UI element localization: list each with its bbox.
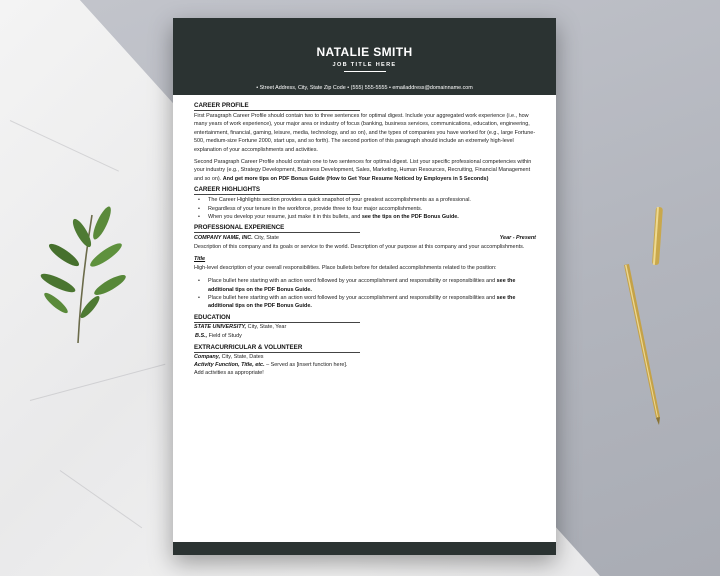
company-line [194, 234, 279, 242]
experience-bullet-2-bold: see the additional tips on the PDF Bonus Guide. [208, 294, 516, 310]
university-location: City, State, Year [246, 323, 287, 330]
list-item [194, 213, 536, 221]
candidate-name: NATALIE SMITH [316, 45, 413, 59]
education-heading: EDUCATION [194, 314, 360, 323]
experience-bullet-2-text: Place bullet here starting with an action word followed by your accomplishment and responsibility or responsibilities and [208, 294, 497, 301]
company-name: COMPANY NAME, INC. [194, 235, 253, 242]
experience-bullets [194, 277, 536, 311]
university-name: STATE UNIVERSITY, [194, 323, 247, 330]
extracurricular-heading: EXTRACURRICULAR & VOLUNTEER [194, 344, 360, 353]
career-profile-paragraph-1: First Paragraph Career Profile should contain two to three sentences for optimal digest. Include your aggregated work experience (i.e., how many years of work experience), your major area or industry of focus (banking, business services, communications, education, engineering, entertainment, financial, gaming, leisure, media, technology, and so on), and the types of companies you have worked for (e.g., large Fortune-500, medium-size Fortune 2000, start ups, and so forth). The second portion of this paragraph should include an extremely high-level explanation of your accomplishments and activities. [194, 113, 536, 153]
experience-heading: PROFESSIONAL EXPERIENCE [194, 224, 360, 233]
activity-line [194, 361, 536, 369]
career-profile-paragraph-2 [194, 158, 536, 183]
volunteer-company-details: City, State, Dates [220, 353, 264, 360]
resume-footer-band [173, 542, 556, 555]
resume-body [173, 95, 556, 378]
experience-bullet-1-text: Place bullet here starting with an action word followed by your accomplishment and responsibility or responsibilities and [208, 278, 497, 285]
volunteer-company-line [194, 353, 536, 361]
job-title-underline [344, 71, 386, 72]
university-line [194, 323, 536, 331]
position-title: Title [194, 256, 206, 263]
activity-description: – Served as [insert function here]. [264, 361, 348, 368]
career-highlights-list [194, 196, 536, 221]
company-row [194, 234, 536, 242]
list-item: • The Career Highlights section provides a quick snapshot of your greatest accomplishments as a professional. [194, 196, 536, 204]
experience-bullet-1-bold: see the additional tips on the PDF Bonus Guide. [208, 278, 516, 293]
activity-function: Activity Function, Title, etc. [194, 361, 265, 368]
career-profile-p2-bold: And get more tips on PDF Bonus Guide (How to Get Your Resume Noticed by Employers in 5 Seconds) [222, 175, 489, 182]
list-item [194, 277, 536, 294]
career-profile-heading: CAREER PROFILE [194, 102, 360, 111]
field-of-study: Field of Study [207, 333, 242, 340]
company-location: City, State [252, 235, 279, 242]
resume-page [173, 18, 556, 555]
employment-dates: Year - Present [499, 235, 536, 242]
highlight-3-bold: see the tips on the PDF Bonus Guide. [361, 214, 459, 221]
volunteer-company: Company, [194, 353, 221, 360]
position-description: High-level description of your overall responsibilities. Place bullets before for detailed accomplishments related to the position: [194, 264, 497, 271]
gold-pen-icon [610, 205, 680, 435]
job-title: JOB TITLE HERE [332, 62, 397, 68]
career-profile-p2-text: Second Paragraph Career Profile should contain one to two sentences for optimal digest. List your specific professional competencies within your industry (e.g., Strategy Development, Business Development, Sales, Marketing, Human Resources, Recruiting, Financial Management and so on). [194, 159, 532, 182]
highlight-3-text: When you develop your resume, just make it in this bullets, and [208, 214, 362, 221]
list-item: • Regardless of your tenure in the workforce, provide three to four major accomplishments. [194, 205, 536, 213]
list-item [194, 294, 536, 311]
add-activities-note: Add activities as appropriate! [194, 370, 264, 377]
olive-branch-icon [20, 195, 130, 345]
degree: B.S., [195, 333, 208, 340]
company-description: Description of this company and its goals or service to the world. Description of your purpose at this company and your accomplishments. [194, 243, 525, 250]
contact-line: • Street Address, City, State Zip Code • (555) 555-5555 • emailaddress@domainname.com [256, 85, 473, 91]
career-highlights-heading: CAREER HIGHLIGHTS [194, 186, 360, 195]
degree-line [194, 332, 536, 340]
resume-header [173, 18, 556, 95]
